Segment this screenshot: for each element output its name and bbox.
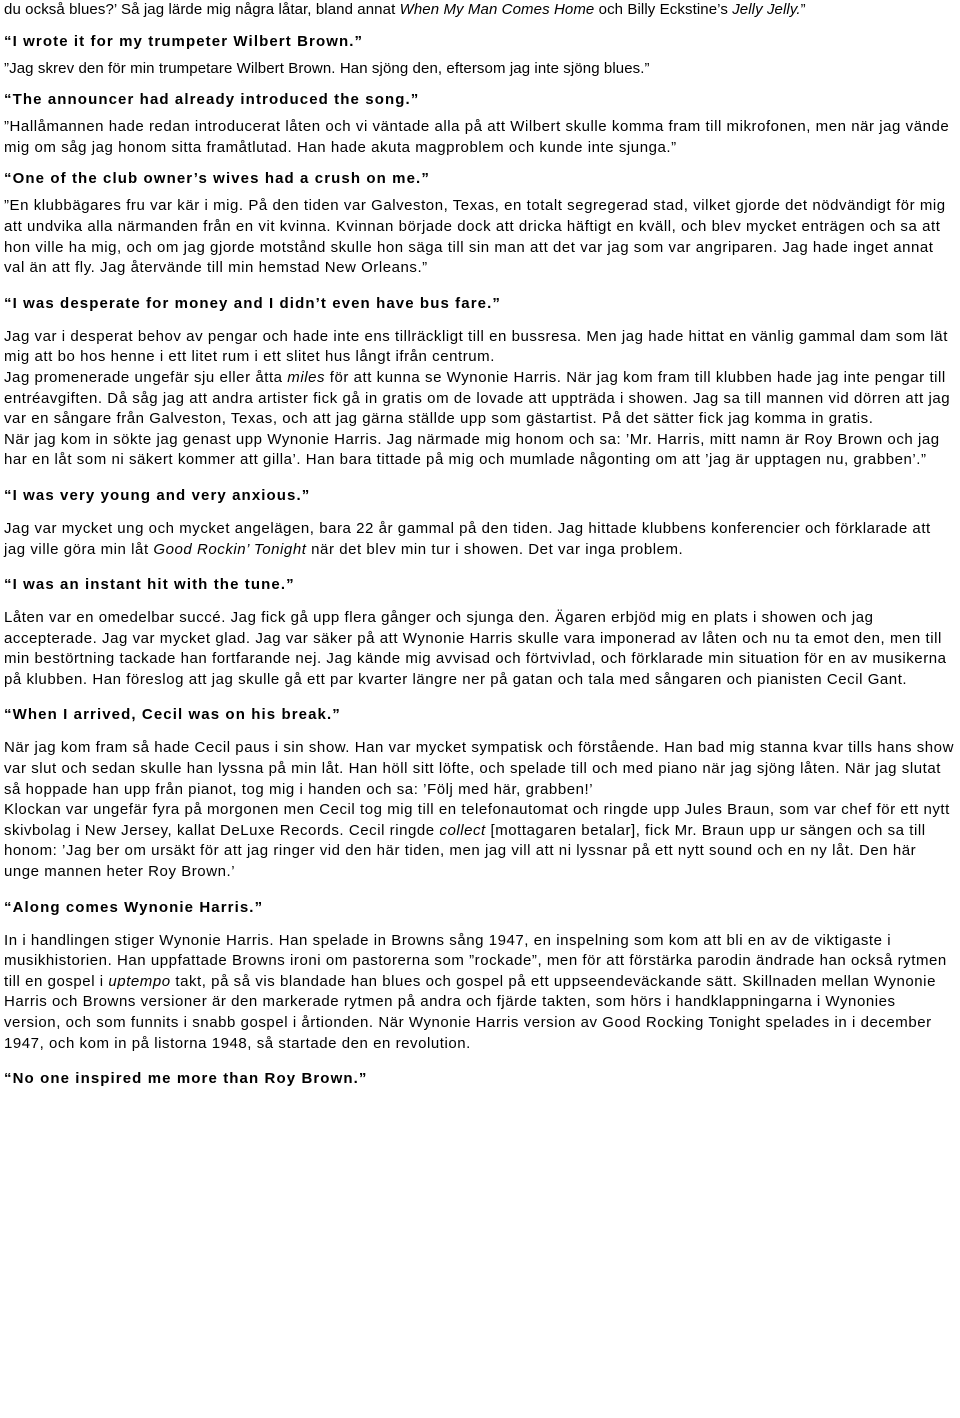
text-run: Jag promenerade ungefär sju eller åtta	[4, 368, 288, 386]
paragraph-wilbert-brown: ”Jag skrev den för min trumpetare Wilbert Brown. Han sjöng den, eftersom jag inte sjöng blues.”	[4, 59, 650, 77]
paragraph-desperat-behov: Jag var i desperat behov av pengar och hade inte ens tillräckligt till en bussresa. Men jag hade hittat en vänlig gammal dam som lät mig att bo hos henne i ett litet rum i ett slitet hus långt ifrån centrum.	[4, 327, 948, 366]
song-title-when-my-man-comes-home: When My Man Comes Home	[399, 1, 595, 18]
text-run: och Billy Eckstine’s	[594, 1, 733, 18]
text-run: [mottagaren betalar], fick Mr. Braun upp ur sängen och sa till honom: ’Jag ber om ursäkt för att jag ringer vid den här tiden, men jag vill att ni lyssnar på ett nytt sound och en ny låt. Den här unge mannen heter Roy Brown.’	[4, 821, 926, 881]
quote-heading-trumpeter: “I wrote it for my trumpeter Wilbert Brown.”	[4, 32, 364, 50]
text-run: In i handlingen stiger Wynonie Harris. Han spelade in Browns sång 1947, en inspelning som kom att bli en av de viktigaste i musikhistorien. Han uppfattade Browns ironi om pastorerna som ”rockade”, men för att förstärka parodin ändrade han också rytmen till en gospel i	[4, 931, 947, 990]
paragraph-wynonie-harris-meeting: När jag kom in sökte jag genast upp Wynonie Harris. Jag närmade mig honom och sa: ’Mr. Harris, mitt namn är Roy Brown och jag har en låt som ni säkert kommer att gilla’. Han bara tittade på mig och mumlade någonting om att ’jag är upptagen nu, grabben’.”	[4, 430, 940, 469]
italic-collect: collect	[439, 821, 486, 839]
quote-heading-desperate-for-money: “I was desperate for money and I didn’t even have bus fare.”	[4, 294, 501, 312]
quote-heading-along-comes-wynonie: “Along comes Wynonie Harris.”	[4, 898, 264, 916]
italic-uptempo: uptempo	[108, 972, 171, 990]
song-title-jelly-jelly: Jelly Jelly.	[732, 1, 801, 18]
paragraph-promenerade	[4, 368, 956, 430]
text-run: du också blues?’ Så jag lärde mig några låtar, bland annat	[4, 1, 400, 18]
quote-heading-announcer: “The announcer had already introduced the song.”	[4, 91, 420, 109]
quote-heading-club-owner-wife: “One of the club owner’s wives had a crush on me.”	[4, 170, 430, 188]
paragraph-jelly-jelly	[4, 0, 956, 21]
text-run: när det blev min tur i showen. Det var inga problem.	[306, 540, 684, 558]
italic-miles: miles	[287, 368, 326, 386]
text-run: Klockan var ungefär fyra på morgonen men Cecil tog mig till en telefonautomat och ringde upp Jules Braun, som var chef för ett nytt skivbolag i New Jersey, kallat DeLuxe Records. Cecil ringde	[4, 801, 950, 839]
quote-heading-cecil-break: “When I arrived, Cecil was on his break.”	[4, 706, 341, 724]
quote-heading-young-and-anxious: “I was very young and very anxious.”	[4, 486, 311, 504]
text-run: takt, på så vis blandade han blues och gospel på ett uppseendeväckande sätt. Skillnaden mellan Wynonie Harris och Browns versioner är den markerade rytmen på andra och fjärde takten, som hörs i handklappningarna i Wynonies version, och som funnits i snabb gospel i årtionden. När Wynonie Harris version av Good Rocking Tonight spelades in i december 1947, och kom in på listorna 1948, så startade den en revolution.	[4, 972, 936, 1052]
text-run: Jag var mycket ung och mycket angelägen, bara 22 år gammal på den tiden. Jag hittade klubbens konferencier och förklarade att jag ville göra min låt	[4, 519, 931, 558]
paragraph-ung-och-angelagen	[4, 519, 956, 560]
song-title-good-rockin-tonight: Good Rockin’ Tonight	[153, 540, 307, 558]
paragraph-omedelbar-succe: Låten var en omedelbar succé. Jag fick gå upp flera gånger och sjunga den. Ägaren erbjöd mig en plats i showen och jag accepterade. Jag var mycket glad. Jag var säker på att Wynonie Harris skulle vara imponerad av låten och nu ta emot den, men till min bestörtning tackade han fortfarande nej. Jag kände mig avvisad och förtvivlad, och förklarade min situation för en av musikerna på klubben. Han föreslog att jag skulle gå ett par kvarter längre ner på gatan och tala med sångaren och pianisten Cecil Gant.	[4, 609, 947, 688]
text-run: för att kunna se Wynonie Harris. När jag kom fram till klubben hade jag inte pengar till entréavgiften. Då såg jag att andra artister fick gå in gratis om de lovade att uppträda i showen. Jag sa till mannen vid dörren att jag var en sångare från Galveston, Texas, och att jag gärna ställde upp som gästartist. På det sätter fick jag komma in gratis.	[4, 368, 951, 428]
paragraph-telefonautomat	[4, 800, 956, 882]
paragraph-hallamannen: ”Hallåmannen hade redan introducerat låten och vi väntade alla på att Wilbert skulle komma fram till mikrofonen, men när jag vände mig om såg jag honom sitta framåtlutad. Han hade akuta magproblem och kunde inte sjunga.”	[4, 118, 950, 156]
text-run: ”	[800, 1, 806, 18]
paragraph-wynonie-harris-recording	[4, 931, 956, 1055]
paragraph-klubbagares-fru: ”En klubbägares fru var kär i mig. På den tiden var Galveston, Texas, en totalt segregerad stad, vilket gjorde det nödvändigt för mig att undvika alla närmanden från en vit kvinna. Kvinnan började dock att dricka häftigt en kväll, och blev mycket enträgen och sa att hon ville ha mig, och om jag gjorde motstånd skulle hon säga till sin man att det var jag som var angriparen. Jag hade inget annat val än att fly. Jag återvände till min hemstad New Orleans.”	[4, 197, 946, 277]
quote-heading-instant-hit: “I was an instant hit with the tune.”	[4, 576, 295, 594]
paragraph-cecil-paus: När jag kom fram så hade Cecil paus i sin show. Han var mycket sympatisk och förstående. Han bad mig stanna kvar tills hans show var slut och sedan skulle han lyssna på min låt. Han höll sitt löfte, och spelade till och med piano när jag sjöng låten. När jag slutat så hoppade han upp från pianot, tog mig i handen och sa: ’Följ med här, grabben!’	[4, 739, 954, 798]
document-page	[4, 0, 956, 1090]
quote-heading-no-one-inspired: “No one inspired me more than Roy Brown.”	[4, 1070, 368, 1088]
